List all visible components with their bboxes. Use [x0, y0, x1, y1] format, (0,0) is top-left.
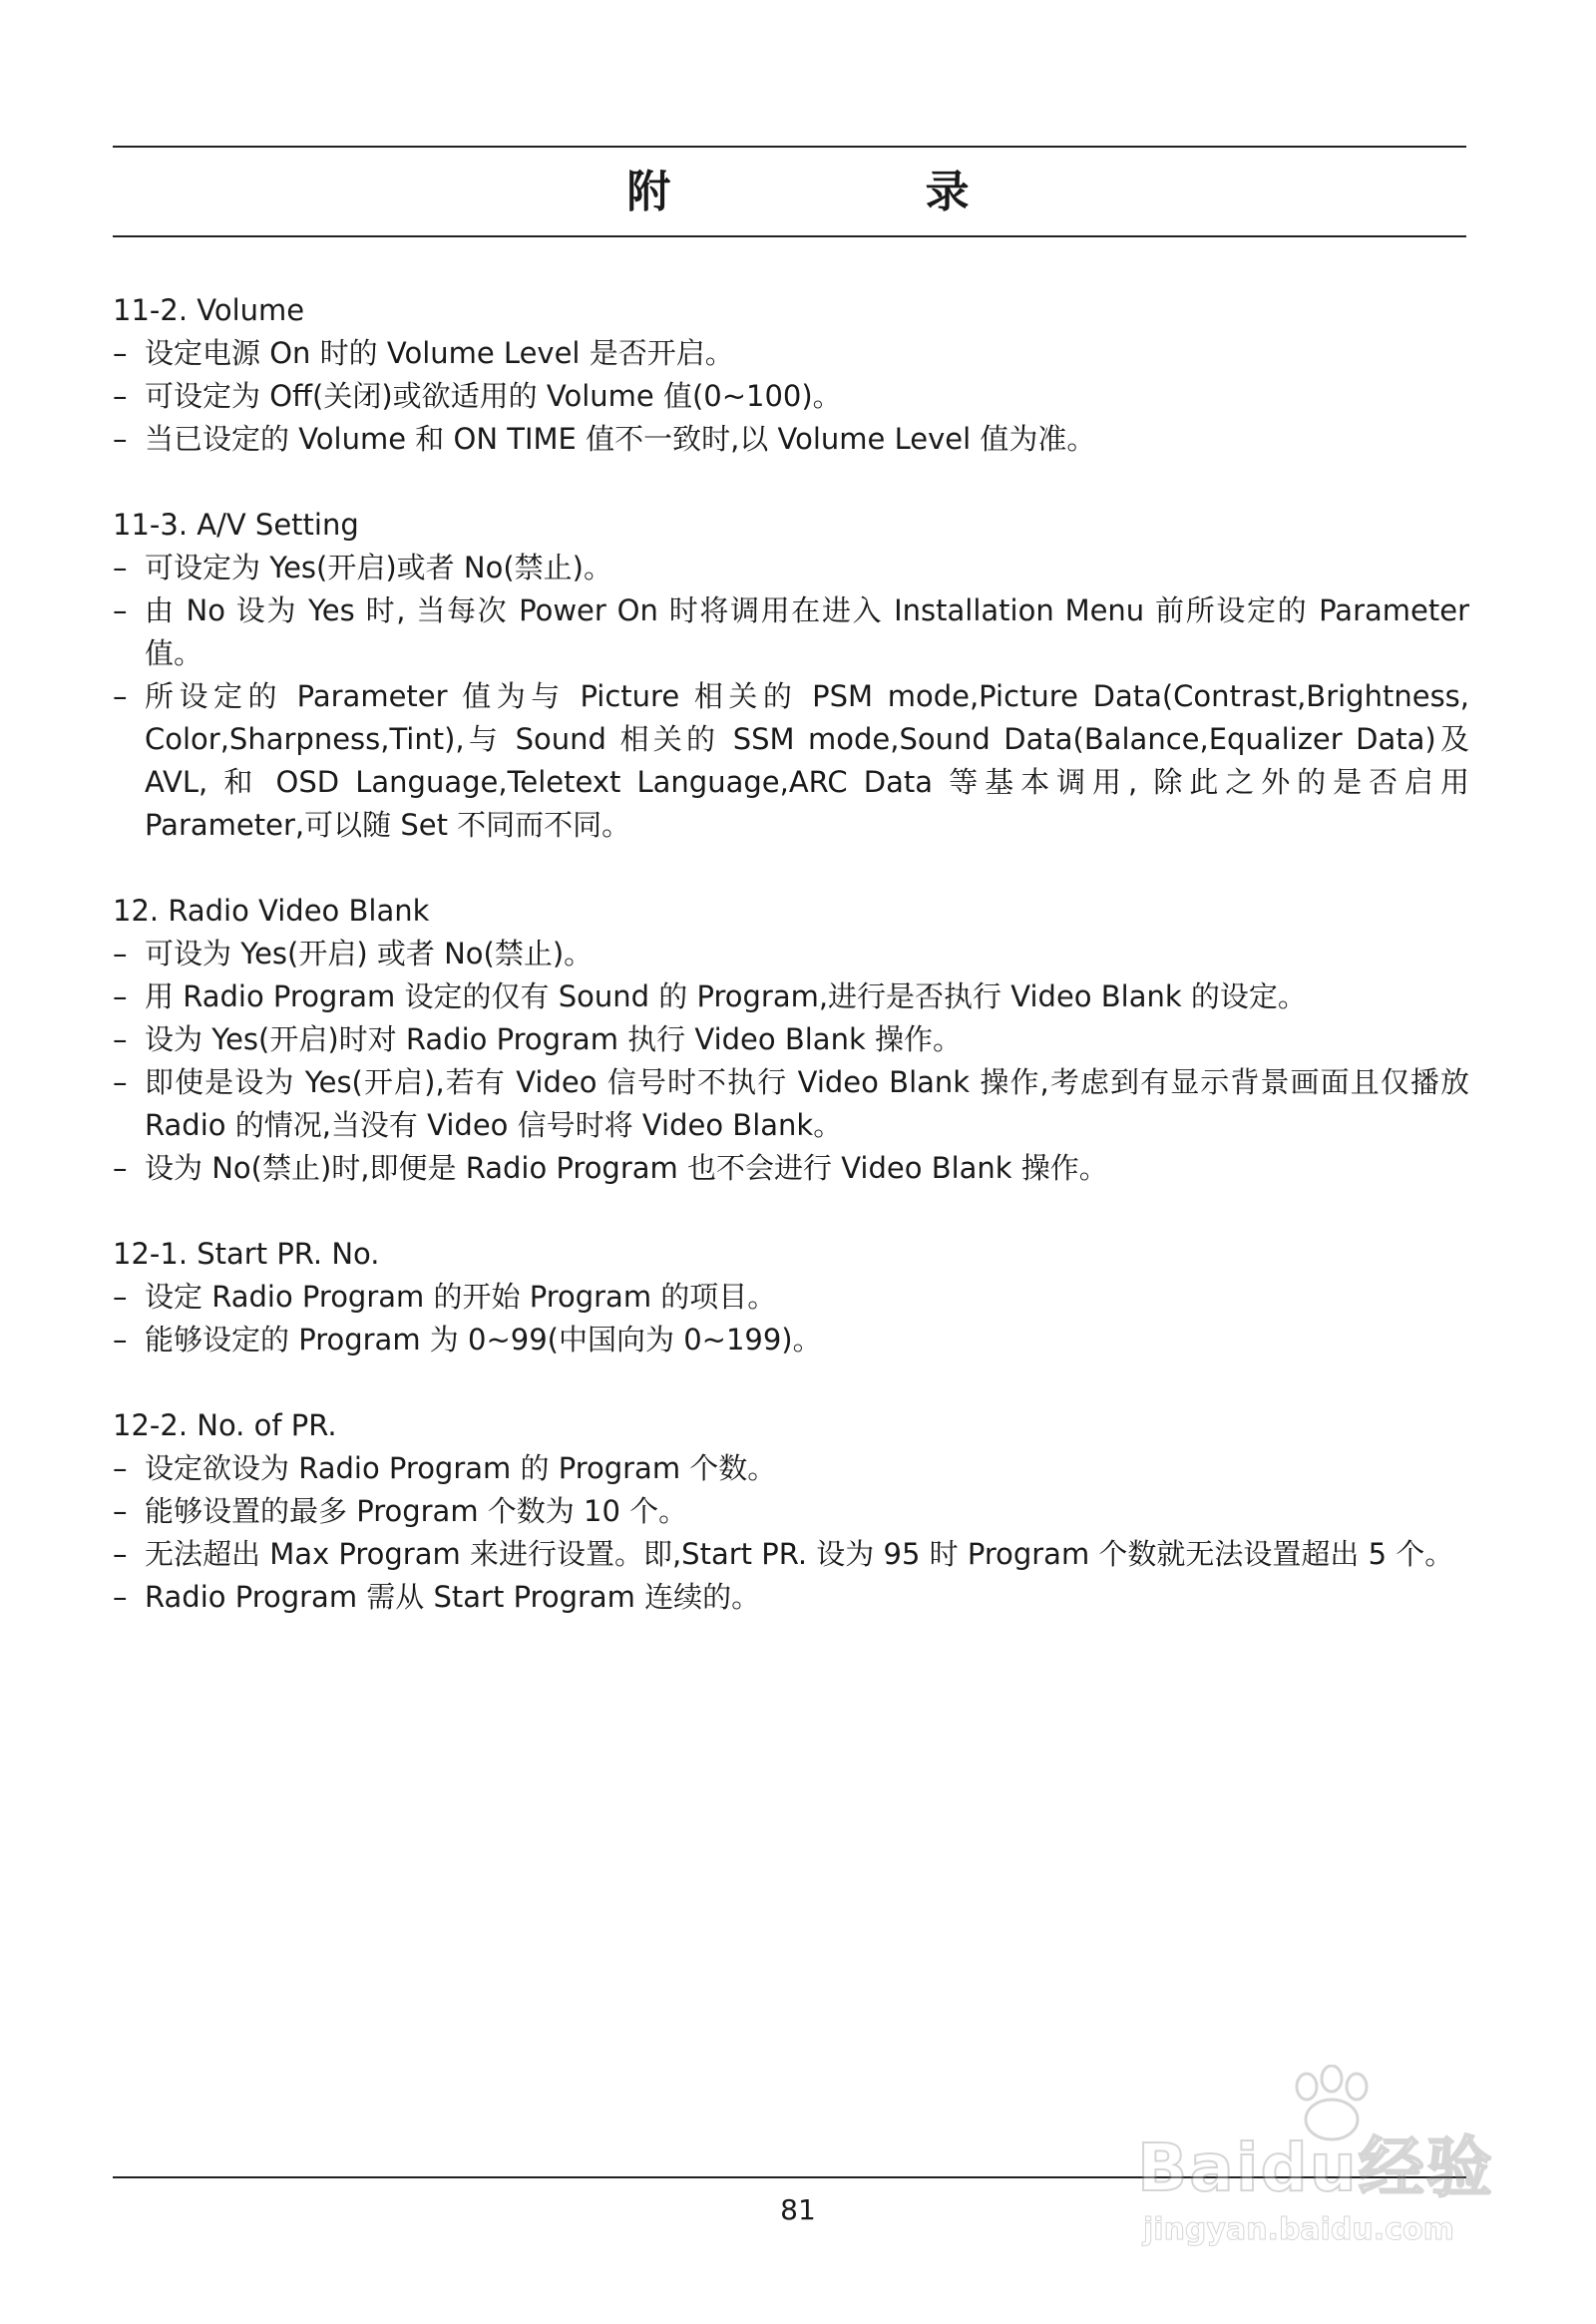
document-body: [113, 289, 1469, 1662]
list-item: – 用 Radio Program 设定的仅有 Sound 的 Program,进行是否执行 Video Blank 的设定。: [113, 979, 1307, 1013]
watermark-url: jingyan.baidu.com: [1143, 2212, 1454, 2247]
list-item: – 设为 Yes(开启)时对 Radio Program 执行 Video Blank 操作。: [113, 1022, 962, 1056]
list-item: – 设为 No(禁止)时,即便是 Radio Program 也不会进行 Video Blank 操作。: [113, 1151, 1108, 1185]
section-heading: 11-2. Volume: [113, 293, 305, 327]
list-item: – 所设定的 Parameter 值为与 Picture 相关的 PSM mode,Picture Data(Contrast,Brightness, Color,Sharpness,Tint),与 Sound 相关的 SSM mode,Sound Data(Balance,Equalizer Data)及 AVL, 和 OSD Language,Teletext Language,ARC Data 等基本调用, 除此之外的是否启用 Parameter,可以随 Set 不同而不同。: [113, 679, 1469, 842]
section-volume: [113, 289, 1469, 461]
header-bottom-rule: [113, 235, 1466, 237]
baidu-jingyan-watermark: [1137, 2065, 1506, 2264]
section-av-setting: [113, 504, 1469, 847]
section-no-of-pr: [113, 1404, 1469, 1619]
list-item: – 无法超出 Max Program 来进行设置。即,Start PR. 设为 95 时 Program 个数就无法设置超出 5 个。: [113, 1537, 1454, 1571]
list-item: – 可设为 Yes(开启) 或者 No(禁止)。: [113, 937, 594, 970]
watermark-logo: Baidu经验: [1137, 2130, 1494, 2206]
section-start-pr-no: [113, 1233, 1469, 1361]
list-item: – 设定电源 On 时的 Volume Level 是否开启。: [113, 336, 734, 370]
section-heading: 12-1. Start PR. No.: [113, 1237, 380, 1271]
list-item: – 即使是设为 Yes(开启),若有 Video 信号时不执行 Video Blank 操作,考虑到有显示背景画面且仅播放 Radio 的情况,当没有 Video 信号时将 Video Blank。: [113, 1065, 1469, 1142]
section-heading: 11-3. A/V Setting: [113, 508, 359, 542]
list-item: – 由 No 设为 Yes 时, 当每次 Power On 时将调用在进入 Installation Menu 前所设定的 Parameter 值。: [113, 593, 1469, 670]
list-item: – 能够设定的 Program 为 0~99(中国向为 0~199)。: [113, 1323, 822, 1356]
header-top-rule: [113, 146, 1466, 148]
list-item: – 能够设置的最多 Program 个数为 10 个。: [113, 1494, 688, 1528]
list-item: – 设定 Radio Program 的开始 Program 的项目。: [113, 1280, 777, 1314]
page-title: 附 录: [626, 167, 1089, 217]
list-item: – Radio Program 需从 Start Program 连续的。: [113, 1580, 761, 1614]
page-number: 81: [780, 2193, 816, 2226]
list-item: – 当已设定的 Volume 和 ON TIME 值不一致时,以 Volume Level 值为准。: [113, 422, 1096, 456]
list-item: – 设定欲设为 Radio Program 的 Program 个数。: [113, 1451, 777, 1485]
list-item: – 可设定为 Yes(开启)或者 No(禁止)。: [113, 551, 612, 584]
section-radio-video-blank: [113, 890, 1469, 1190]
list-item: – 可设定为 Off(关闭)或欲适用的 Volume 值(0~100)。: [113, 379, 842, 413]
section-heading: 12. Radio Video Blank: [113, 894, 430, 928]
section-heading: 12-2. No. of PR.: [113, 1408, 337, 1442]
